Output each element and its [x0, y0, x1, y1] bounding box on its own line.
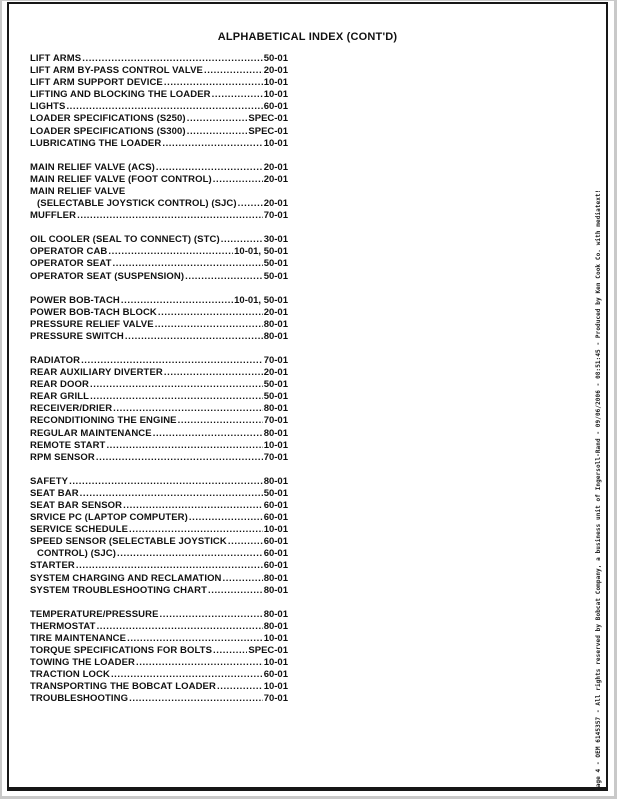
entry-label: RPM SENSOR [30, 451, 95, 463]
dot-leader [162, 138, 262, 150]
index-entry [30, 53, 288, 65]
entry-page-number: 50-01 [263, 270, 288, 282]
entry-page-number: 70-01 [263, 354, 288, 366]
index-entry [30, 524, 288, 536]
entry-label: REGULAR MAINTENANCE [30, 427, 152, 439]
entry-page-number: 10-01 [263, 632, 288, 644]
entry-label: POWER BOB-TACH [30, 294, 120, 306]
entry-page-number: SPEC-01 [248, 125, 288, 137]
index-entry [30, 645, 288, 657]
entry-page-number: 50-01 [263, 379, 288, 391]
index-entry [30, 258, 288, 270]
entry-page-number: 80-01 [263, 608, 288, 620]
dot-leader [117, 548, 263, 560]
dot-leader [164, 367, 263, 379]
index-group [30, 162, 288, 222]
index-group [30, 355, 288, 464]
entry-page-number: 20-01 [263, 306, 288, 318]
dot-leader [76, 560, 263, 572]
dot-leader [77, 210, 263, 222]
entry-label: TEMPERATURE/PRESSURE [30, 608, 159, 620]
entry-page-number: 60-01 [263, 548, 288, 560]
entry-page-number: 10-01 [263, 137, 288, 149]
index-entry [30, 113, 288, 125]
entry-label: TIRE MAINTENANCE [30, 632, 127, 644]
dot-leader [153, 428, 263, 440]
index-entry [30, 609, 288, 621]
index-entry [30, 89, 288, 101]
entry-page-number: 30-01 [263, 234, 288, 246]
entry-label: LIFT ARMS [30, 53, 82, 64]
index-entry [30, 138, 288, 150]
dot-leader [213, 174, 263, 186]
entry-page-number: 80-01 [263, 572, 288, 584]
index-entry [30, 403, 288, 415]
index-entry [30, 367, 288, 379]
dot-leader [156, 162, 263, 174]
entry-label: LOADER SPECIFICATIONS (S250) [30, 113, 186, 125]
dot-leader [212, 89, 263, 101]
entry-page-number: 80-01 [263, 318, 288, 330]
entry-page-number: 70-01 [263, 210, 288, 222]
index-entry [30, 331, 288, 343]
dot-leader [81, 355, 263, 367]
dot-leader [108, 246, 233, 258]
dot-leader [228, 536, 263, 548]
entry-label: (SELECTABLE JOYSTICK CONTROL) (SJC) [37, 198, 237, 210]
index-entry [30, 500, 288, 512]
dot-leader [217, 681, 263, 693]
index-entry [30, 101, 288, 113]
dot-leader [238, 198, 263, 210]
dot-leader [178, 415, 263, 427]
entry-label: LIGHTS [30, 101, 66, 113]
dot-leader [185, 271, 263, 283]
entry-label: SEAT BAR SENSOR [30, 500, 123, 511]
entry-label: SAFETY [30, 475, 69, 487]
index-entry [30, 415, 288, 427]
entry-page-number: 80-01 [263, 475, 288, 487]
dot-leader [187, 126, 248, 138]
entry-label: TORQUE SPECIFICATIONS FOR BOLTS [30, 645, 213, 657]
entry-label: OPERATOR CAB [30, 246, 108, 258]
index-list [30, 53, 288, 706]
entry-page-number: 70-01 [263, 451, 288, 463]
entry-page-number: 20-01 [263, 65, 288, 77]
dot-leader [189, 512, 263, 524]
dot-leader [208, 585, 263, 597]
dot-leader [90, 391, 263, 403]
dot-leader [82, 53, 262, 65]
dot-leader [123, 500, 263, 512]
entry-label: LIFT ARM SUPPORT DEVICE [30, 77, 163, 89]
entry-label: SYSTEM CHARGING AND RECLAMATION [30, 572, 222, 584]
dot-leader [129, 524, 263, 536]
dot-leader [113, 258, 263, 270]
entry-page-number: 80-01 [263, 330, 288, 342]
index-entry [30, 633, 288, 645]
index-entry [30, 355, 288, 367]
index-entry [30, 621, 288, 633]
index-entry [30, 573, 288, 585]
entry-label: TROUBLESHOOTING [30, 693, 129, 705]
entry-label: OPERATOR SEAT (SUSPENSION) [30, 270, 185, 282]
index-entry [30, 234, 288, 246]
index-entry [30, 669, 288, 681]
entry-page-number: 50-01 [263, 487, 288, 499]
dot-leader [111, 669, 263, 681]
dot-leader [90, 379, 263, 391]
index-entry [30, 512, 288, 524]
entry-page-number: 50-01 [263, 53, 288, 64]
dot-leader [187, 113, 248, 125]
entry-label: RECONDITIONING THE ENGINE [30, 415, 177, 427]
dot-leader [155, 319, 263, 331]
index-entry [30, 391, 288, 403]
dot-leader [69, 476, 263, 488]
dot-leader [125, 331, 263, 343]
entry-label: LUBRICATING THE LOADER [30, 137, 162, 149]
entry-page-number: 70-01 [263, 693, 288, 705]
entry-page-number: 10-01 [263, 657, 288, 669]
index-entry [30, 488, 288, 500]
index-entry [30, 65, 288, 77]
entry-label: LIFTING AND BLOCKING THE LOADER [30, 89, 211, 101]
entry-label: THERMOSTAT [30, 620, 96, 632]
index-group [30, 295, 288, 343]
entry-label: REMOTE START [30, 439, 106, 451]
entry-page-number: 80-01 [263, 403, 288, 415]
entry-label: LIFT ARM BY-PASS CONTROL VALVE [30, 65, 203, 77]
index-entry [30, 440, 288, 452]
entry-page-number: 20-01 [263, 367, 288, 379]
entry-label: SRVICE PC (LAPTOP COMPUTER) [30, 512, 188, 524]
index-entry [30, 77, 288, 89]
entry-page-number: 80-01 [263, 620, 288, 632]
entry-label: STARTER [30, 560, 75, 572]
dot-leader [106, 440, 262, 452]
entry-label: TRACTION LOCK [30, 669, 110, 681]
entry-page-number: SPEC-01 [248, 645, 288, 657]
entry-label: REAR GRILL [30, 391, 90, 403]
index-entry [30, 319, 288, 331]
entry-page-number: 70-01 [263, 415, 288, 427]
entry-label: POWER BOB-TACH BLOCK [30, 306, 157, 318]
index-entry [30, 126, 288, 138]
index-entry [30, 693, 288, 705]
dot-leader [164, 77, 263, 89]
dot-leader [223, 573, 263, 585]
entry-page-number: 60-01 [263, 500, 288, 511]
document-page [2, 1, 614, 796]
entry-page-number: 60-01 [263, 669, 288, 681]
entry-label: MAIN RELIEF VALVE (FOOT CONTROL) [30, 173, 212, 185]
index-group [30, 476, 288, 597]
dot-leader [97, 621, 263, 633]
index-entry [30, 657, 288, 669]
entry-label: LOADER SPECIFICATIONS (S300) [30, 125, 186, 137]
entry-page-number: 50-01 [263, 258, 288, 270]
dot-leader [158, 307, 263, 319]
entry-page-number: 60-01 [263, 536, 288, 548]
entry-page-number: 80-01 [263, 584, 288, 596]
entry-label: MAIN RELIEF VALVE [30, 185, 126, 197]
entry-label: TRANSPORTING THE BOBCAT LOADER [30, 681, 216, 693]
entry-page-number: 10-01 [263, 681, 288, 693]
dot-leader [127, 633, 263, 645]
dot-leader [96, 452, 263, 464]
entry-label: CONTROL) (SJC) [37, 548, 116, 560]
dot-leader [213, 645, 247, 657]
entry-label: OPERATOR SEAT [30, 258, 112, 270]
index-entry [30, 428, 288, 440]
entry-page-number: 10-01 [263, 439, 288, 451]
page-title: ALPHABETICAL INDEX (CONT'D) [217, 31, 398, 43]
entry-label: REAR DOOR [30, 379, 89, 391]
entry-label: PRESSURE SWITCH [30, 330, 124, 342]
index-entry [30, 198, 288, 210]
dot-leader [204, 65, 263, 77]
index-entry [30, 174, 288, 186]
entry-page-number: 10-01 [263, 77, 288, 89]
entry-page-number: 10-01, 50-01 [234, 294, 288, 306]
entry-label: SEAT BAR [30, 487, 79, 499]
index-entry [30, 452, 288, 464]
index-entry [30, 162, 288, 174]
entry-page-number: 20-01 [263, 173, 288, 185]
entry-page-number: 80-01 [263, 427, 288, 439]
index-entry [30, 681, 288, 693]
dot-leader [136, 657, 263, 669]
index-entry [30, 585, 288, 597]
entry-page-number: 20-01 [263, 161, 288, 173]
index-entry [30, 246, 288, 258]
index-group [30, 53, 288, 150]
entry-label: RADIATOR [30, 354, 81, 366]
entry-label: SPEED SENSOR (SELECTABLE JOYSTICK [30, 536, 227, 548]
entry-label: OIL COOLER (SEAL TO CONNECT) (STC) [30, 234, 220, 246]
index-entry [30, 210, 288, 222]
entry-label: SYSTEM TROUBLESHOOTING CHART [30, 584, 207, 596]
entry-page-number: SPEC-01 [248, 113, 288, 125]
dot-leader [66, 101, 262, 113]
index-entry [30, 271, 288, 283]
entry-page-number: 60-01 [263, 101, 288, 113]
dot-leader [121, 295, 233, 307]
entry-page-number: 10-01 [263, 89, 288, 101]
index-entry [30, 548, 288, 560]
entry-page-number: 50-01 [263, 391, 288, 403]
entry-page-number: 10-01, 50-01 [234, 246, 288, 258]
entry-label: PRESSURE RELIEF VALVE [30, 318, 154, 330]
page-border-frame [7, 2, 608, 791]
dot-leader [221, 234, 263, 246]
entry-label: MUFFLER [30, 210, 77, 222]
index-entry [30, 295, 288, 307]
index-entry [30, 560, 288, 572]
dot-leader [129, 693, 263, 705]
index-entry [30, 476, 288, 488]
entry-page-number: 60-01 [263, 560, 288, 572]
index-entry [30, 307, 288, 319]
entry-label: RECEIVER/DRIER [30, 403, 113, 415]
entry-label: SERVICE SCHEDULE [30, 524, 129, 536]
dot-leader [113, 403, 263, 415]
index-entry [30, 186, 288, 198]
index-group [30, 609, 288, 706]
entry-page-number: 10-01 [263, 524, 288, 536]
dot-leader [160, 609, 263, 621]
footer-vertical-text: Page 4 - OEM 6145357 - All rights reserved by Bobcat Company, a business unit of Ingersoll-Rand - 09/06/2006 - 08:51:45 - Produced by Ken Cook Co. with mediatext! [595, 189, 602, 791]
entry-label: REAR AUXILIARY DIVERTER [30, 367, 163, 379]
index-group [30, 234, 288, 282]
entry-label: TOWING THE LOADER [30, 657, 135, 669]
index-entry [30, 536, 288, 548]
dot-leader [80, 488, 263, 500]
entry-page-number: 60-01 [263, 512, 288, 524]
entry-label: MAIN RELIEF VALVE (ACS) [30, 161, 155, 173]
entry-page-number: 20-01 [263, 198, 288, 210]
index-entry [30, 379, 288, 391]
